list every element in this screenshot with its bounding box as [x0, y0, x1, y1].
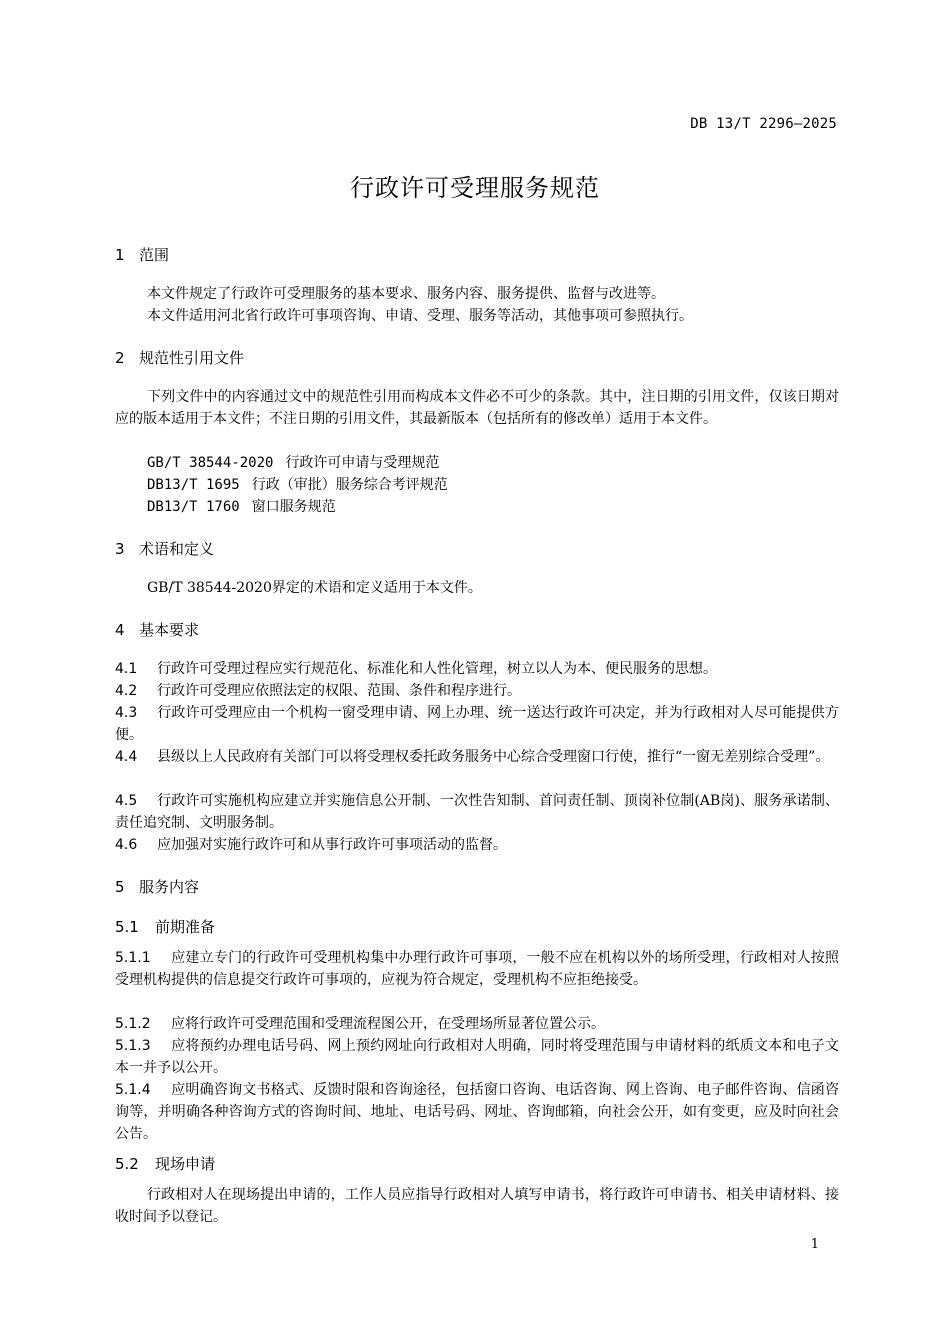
clause-number: 4.5	[115, 793, 138, 809]
subsection-title: 现场申请	[155, 1155, 216, 1173]
clause-number: 5.1.2	[115, 1016, 151, 1032]
clause	[115, 947, 839, 991]
section-heading-basic-requirements	[115, 619, 199, 640]
paragraph: 行政相对人在现场提出申请的，工作人员应指导行政相对人填写申请书，将行政许可申请书、相关申请材料、接收时间予以登记。	[115, 1187, 839, 1225]
paragraph: 本文件适用河北省行政许可事项咨询、申请、受理、服务等活动，其他事项可参照执行。	[147, 308, 693, 324]
clause	[115, 834, 839, 856]
clause-text: 应明确咨询文书格式、反馈时限和咨询途径，包括窗口咨询、电话咨询、网上咨询、电子邮件咨询、信函咨询等，并明确各种咨询方式的咨询时间、地址、电话号码、网址、咨询邮箱，向社会公开，如有变更，应及时向社会公告。	[115, 1082, 839, 1142]
section-title: 基本要求	[139, 621, 200, 639]
section-number: 4	[115, 621, 125, 639]
section-heading-scope	[115, 244, 169, 265]
section-heading-service-content	[115, 876, 199, 897]
section-number: 5	[115, 878, 125, 896]
subsection-number: 5.2	[115, 1155, 139, 1173]
section-number: 2	[115, 349, 125, 367]
section-number: 1	[115, 246, 125, 264]
clause-number: 5.1.4	[115, 1082, 151, 1098]
page-number: 1	[810, 1237, 819, 1252]
section-number: 3	[115, 540, 125, 558]
clause	[115, 702, 839, 746]
reference-item	[147, 496, 336, 518]
clause-number: 4.6	[115, 837, 138, 853]
clause-text: 应将预约办理电话号码、网上预约网址向行政相对人明确，同时将受理范围与申请材料的纸质文本和电子文本一并予以公开。	[115, 1038, 839, 1076]
subsection-title: 前期准备	[155, 918, 216, 936]
reference-item	[147, 474, 448, 496]
clause-text: 应加强对实施行政许可和从事行政许可事项活动的监督。	[157, 837, 507, 853]
subsection-number: 5.1	[115, 918, 139, 936]
clause	[115, 1013, 839, 1035]
clause	[115, 680, 839, 702]
reference-title: 窗口服务规范	[251, 499, 336, 515]
reference-title: 行政许可申请与受理规范	[285, 455, 440, 471]
clause-number: 4.2	[115, 683, 138, 699]
section-title: 范围	[139, 246, 170, 264]
clause-number: 4.1	[115, 661, 138, 677]
clause	[115, 658, 839, 680]
paragraph: 下列文件中的内容通过文中的规范性引用而构成本文件必不可少的条款。其中，注日期的引用文件，仅该日期对应的版本适用于本文件；不注日期的引用文件，其最新版本（包括所有的修改单）适用于本文件。	[115, 389, 839, 427]
section-title: 术语和定义	[139, 540, 215, 558]
clause	[115, 1035, 839, 1079]
section-title: 服务内容	[139, 878, 200, 896]
reference-code: DB13/T 1760	[147, 499, 240, 515]
subsection-heading-onsite-application	[115, 1153, 215, 1174]
paragraph: GB/T 38544-2020界定的术语和定义适用于本文件。	[147, 580, 482, 596]
clause-text: 县级以上人民政府有关部门可以将受理权委托政务服务中心综合受理窗口行使，推行“一窗无差别综合受理”。	[157, 749, 830, 765]
clause-number: 4.3	[115, 705, 138, 721]
clause	[115, 1079, 839, 1145]
reference-title: 行政（审批）服务综合考评规范	[251, 477, 448, 493]
clause-number: 5.1.1	[115, 950, 151, 966]
subsection-heading-preparation	[115, 916, 215, 937]
clause	[115, 746, 839, 768]
clause-text: 行政许可受理过程应实行规范化、标准化和人性化管理，树立以人为本、便民服务的思想。	[157, 661, 717, 677]
reference-item	[147, 452, 439, 474]
section-heading-normative-references	[115, 347, 244, 368]
document-title: 行政许可受理服务规范	[350, 174, 600, 202]
clause-text: 行政许可受理应依照法定的权限、范围、条件和程序进行。	[157, 683, 521, 699]
clause-text: 应建立专门的行政许可受理机构集中办理行政许可事项，一般不应在机构以外的场所受理，行政相对人按照受理机构提供的信息提交行政许可事项的，应视为符合规定，受理机构不应拒绝接受。	[115, 950, 839, 988]
paragraph: 本文件规定了行政许可受理服务的基本要求、服务内容、服务提供、监督与改进等。	[147, 286, 665, 302]
reference-code: DB13/T 1695	[147, 477, 240, 493]
clause	[115, 790, 839, 834]
clause-number: 4.4	[115, 749, 138, 765]
section-heading-terms	[115, 538, 214, 559]
clause-text: 应将行政许可受理范围和受理流程图公开，在受理场所显著位置公示。	[171, 1016, 605, 1032]
reference-code: GB/T 38544-2020	[147, 455, 274, 471]
document-code: DB 13/T 2296—2025	[690, 116, 837, 132]
section-title: 规范性引用文件	[139, 349, 245, 367]
clause-text: 行政许可受理应由一个机构一窗受理申请、网上办理、统一送达行政许可决定，并为行政相对人尽可能提供方便。	[115, 705, 839, 743]
clause-number: 5.1.3	[115, 1038, 151, 1054]
clause-text: 行政许可实施机构应建立并实施信息公开制、一次性告知制、首问责任制、顶岗补位制(AB岗)、服务承诺制、责任追究制、文明服务制。	[115, 793, 839, 831]
